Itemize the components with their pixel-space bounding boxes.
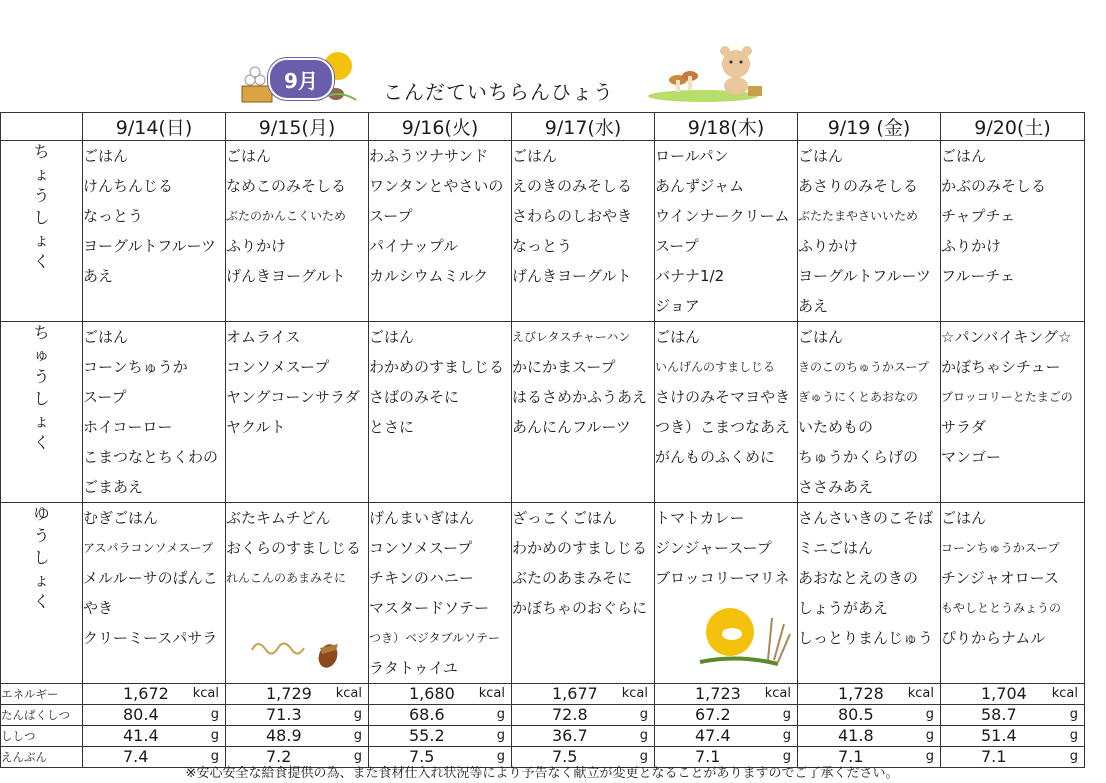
menu-item: スープ xyxy=(655,237,699,255)
nutrition-unit: g xyxy=(496,749,505,764)
menu-item: マンゴー xyxy=(941,448,1002,466)
menu-item: ワンタンとやさいの xyxy=(369,177,504,195)
nutrition-row xyxy=(1,684,1085,705)
meal-cell xyxy=(369,322,512,503)
meal-cell xyxy=(83,322,226,503)
menu-item: ごはん xyxy=(798,147,844,165)
menu-item: げんまいぎはん xyxy=(369,509,475,527)
menu-item: ぴりからナムル xyxy=(941,629,1046,647)
nutrition-value-cell xyxy=(226,684,369,705)
menu-item: えびレタスチャーハン xyxy=(512,330,631,344)
nutrition-value-cell xyxy=(941,705,1085,726)
menu-item: ヨーグルトフルーツ xyxy=(798,267,931,285)
menu-item: ぶたのあまみそに xyxy=(512,569,633,587)
nutrition-value-cell xyxy=(83,726,226,747)
menu-item: ざっこくごはん xyxy=(512,509,618,527)
nutrition-unit: g xyxy=(496,728,505,743)
menu-item: あおなとえのきの xyxy=(798,569,919,587)
menu-item: あんずジャム xyxy=(655,177,745,195)
menu-item: チンジャオロース xyxy=(941,569,1059,587)
glasses-icon xyxy=(248,632,308,662)
meal-cell xyxy=(655,141,798,322)
meal-label xyxy=(1,141,83,322)
menu-item: ごまあえ xyxy=(83,478,144,496)
nutrition-value: 1,680 xyxy=(409,684,455,703)
menu-item: メルルーサのぱんこ xyxy=(83,569,218,587)
menu-item: スープ xyxy=(83,388,127,406)
menu-item: カルシウムミルク xyxy=(369,267,489,285)
menu-item: ぎゅうにくとあおなの xyxy=(798,390,919,404)
day-header: 9/18(木) xyxy=(655,113,798,141)
menu-item: しょうがあえ xyxy=(798,599,889,617)
nutrition-value-cell xyxy=(369,684,512,705)
menu-item: えのきのみそしる xyxy=(512,177,633,195)
nutrition-value: 68.6 xyxy=(409,705,445,724)
nutrition-unit: g xyxy=(210,728,219,743)
menu-item: ごはん xyxy=(941,509,987,527)
nutrition-unit: g xyxy=(639,749,648,764)
nutrition-value-cell xyxy=(655,705,798,726)
nutrition-unit: kcal xyxy=(335,686,362,701)
menu-item: パイナップル xyxy=(369,237,459,255)
menu-item: がんものふくめに xyxy=(655,448,776,466)
meal-cell xyxy=(798,503,941,684)
day-header: 9/20(土) xyxy=(941,113,1085,141)
nutrition-value-cell xyxy=(655,684,798,705)
menu-item: ヤングコーンサラダ xyxy=(226,388,360,406)
nutrition-label: ししつ xyxy=(1,726,83,747)
menu-item: ごはん xyxy=(83,328,129,346)
menu-item: トマトカレー xyxy=(655,509,745,527)
nutrition-value-cell xyxy=(798,726,941,747)
menu-item: わかめのすましじる xyxy=(369,358,505,376)
menu-item: こまつなとちくわの xyxy=(83,448,219,466)
meal-cell xyxy=(83,141,226,322)
nutrition-value-cell xyxy=(226,705,369,726)
nutrition-value-cell xyxy=(512,726,655,747)
menu-item: ブロッコリーとたまごの xyxy=(941,390,1073,404)
nutrition-value: 7.5 xyxy=(552,747,578,766)
nutrition-value-cell xyxy=(512,705,655,726)
nutrition-value: 7.1 xyxy=(981,747,1007,766)
menu-item: サラダ xyxy=(941,418,986,436)
menu-item: いんげんのすましじる xyxy=(655,360,776,374)
nutrition-value-cell xyxy=(83,705,226,726)
menu-item: コーンちゅうか xyxy=(83,358,188,376)
nutrition-unit: g xyxy=(353,749,362,764)
nutrition-value: 1,723 xyxy=(695,684,741,703)
meal-label-char: う xyxy=(33,367,50,386)
menu-item: もやしととうみょうの xyxy=(941,601,1062,615)
menu-item: れんこんのあまみそに xyxy=(226,571,347,585)
menu-item: さんさいきのこそば xyxy=(798,509,934,527)
menu-item: なめこのみそしる xyxy=(226,177,347,195)
menu-item: むぎごはん xyxy=(83,509,159,527)
nutrition-unit: g xyxy=(639,728,648,743)
nutrition-value: 47.4 xyxy=(695,726,731,745)
menu-item: ヤクルト xyxy=(226,418,286,436)
menu-item: ヨーグルトフルーツ xyxy=(83,237,216,255)
menu-item: はるさめかふうあえ xyxy=(512,388,648,406)
menu-item: ホイコーロー xyxy=(83,418,173,436)
menu-item: きのこのちゅうかスープ xyxy=(798,360,929,374)
meal-cell xyxy=(798,322,941,503)
menu-item: コンソメスープ xyxy=(369,539,473,557)
nutrition-value: 1,728 xyxy=(838,684,884,703)
meal-cell xyxy=(83,503,226,684)
meal-cell xyxy=(512,141,655,322)
meal-cell xyxy=(512,503,655,684)
day-header-row xyxy=(1,113,1085,141)
nutrition-value: 41.8 xyxy=(838,726,874,745)
nutrition-unit: g xyxy=(925,749,934,764)
menu-item: ロールパン xyxy=(655,147,729,165)
menu-item: かぼちゃシチュー xyxy=(941,358,1061,376)
menu-item: ごはん xyxy=(83,147,129,165)
nutrition-unit: kcal xyxy=(1051,686,1078,701)
nutrition-value-cell xyxy=(798,684,941,705)
day-header: 9/17(水) xyxy=(512,113,655,141)
nutrition-unit: g xyxy=(496,707,505,722)
nutrition-value-cell xyxy=(226,726,369,747)
nutrition-value: 41.4 xyxy=(123,726,159,745)
menu-item: ふりかけ xyxy=(798,237,859,255)
meal-label-char: ょ xyxy=(33,230,50,249)
menu-item: なっとう xyxy=(83,207,144,225)
nutrition-value-cell xyxy=(941,684,1085,705)
meal-label-char: ち xyxy=(33,323,50,342)
nutrition-value: 67.2 xyxy=(695,705,731,724)
menu-table xyxy=(0,112,1085,768)
menu-item: ごはん xyxy=(798,328,844,346)
nutrition-unit: kcal xyxy=(621,686,648,701)
nutrition-value: 72.8 xyxy=(552,705,588,724)
footer-note: ※安心安全な給食提供の為、また食材仕入れ状況等により予告なく献立が変更となることがありますのでご了承ください。 xyxy=(185,766,899,781)
nutrition-value: 80.4 xyxy=(123,705,159,724)
month-badge: 9月 xyxy=(268,58,334,100)
meal-cell xyxy=(369,141,512,322)
menu-item: かにかまスープ xyxy=(512,358,616,376)
menu-item: ごはん xyxy=(512,147,558,165)
nutrition-value: 7.1 xyxy=(838,747,864,766)
menu-item: ごはん xyxy=(941,147,987,165)
menu-item: なっとう xyxy=(512,237,573,255)
nutrition-value: 1,677 xyxy=(552,684,598,703)
nutrition-unit: g xyxy=(210,749,219,764)
menu-item: さわらのしおやき xyxy=(512,207,633,225)
menu-item: スープ xyxy=(369,207,413,225)
menu-item: ふりかけ xyxy=(226,237,287,255)
day-header: 9/19 (金) xyxy=(798,113,941,141)
menu-item: とさに xyxy=(369,418,415,436)
meal-cell xyxy=(655,322,798,503)
meal-label-char: く xyxy=(33,592,50,611)
nutrition-value: 7.2 xyxy=(266,747,292,766)
meal-cell xyxy=(941,141,1085,322)
meal-label-char: ょ xyxy=(33,164,50,183)
menu-item: ふりかけ xyxy=(941,237,1002,255)
menu-item: ぶたのかんこくいため xyxy=(226,209,347,223)
menu-item: さけのみそマヨやき xyxy=(655,388,791,406)
nutrition-value: 7.5 xyxy=(409,747,435,766)
nutrition-value-cell xyxy=(798,705,941,726)
meal-row xyxy=(1,322,1085,503)
nutrition-label: たんぱくしつ xyxy=(1,705,83,726)
meal-cell xyxy=(512,322,655,503)
menu-item: けんちんじる xyxy=(83,177,174,195)
nutrition-value-cell xyxy=(512,684,655,705)
nutrition-unit: g xyxy=(1069,728,1078,743)
nutrition-value: 1,704 xyxy=(981,684,1027,703)
acorn-icon xyxy=(312,636,348,672)
menu-item: ミニごはん xyxy=(798,539,874,557)
meal-label-char: ち xyxy=(33,142,50,161)
menu-item: あえ xyxy=(798,297,829,315)
menu-item: ちゅうかくらげの xyxy=(798,448,919,466)
nutrition-value: 48.9 xyxy=(266,726,302,745)
nutrition-value: 7.4 xyxy=(123,747,149,766)
nutrition-value-cell xyxy=(83,684,226,705)
nutrition-value: 58.7 xyxy=(981,705,1017,724)
nutrition-unit: g xyxy=(639,707,648,722)
nutrition-unit: g xyxy=(1069,749,1078,764)
nutrition-unit: g xyxy=(353,707,362,722)
day-header: 9/14(日) xyxy=(83,113,226,141)
moon-rabbit-icon xyxy=(698,604,794,668)
menu-item: つき）ベジタブルソテー xyxy=(369,631,501,645)
meal-row xyxy=(1,141,1085,322)
meal-label-char: く xyxy=(33,252,50,271)
meal-cell xyxy=(941,322,1085,503)
nutrition-value-cell xyxy=(941,726,1085,747)
menu-item: チャプチェ xyxy=(941,207,1016,225)
menu-item: コーンちゅうかスープ xyxy=(941,541,1060,555)
menu-item: アスパラコンソメスープ xyxy=(83,541,214,555)
menu-item: ささみあえ xyxy=(798,478,874,496)
menu-item: かぶのみそしる xyxy=(941,177,1047,195)
nutrition-unit: g xyxy=(353,728,362,743)
menu-item: かぼちゃのおぐらに xyxy=(512,599,648,617)
menu-item: やき xyxy=(83,599,114,617)
menu-item: いためもの xyxy=(798,418,874,436)
nutrition-unit: kcal xyxy=(764,686,791,701)
menu-item: げんきヨーグルト xyxy=(512,267,632,285)
meal-cell xyxy=(369,503,512,684)
meal-cell xyxy=(941,503,1085,684)
nutrition-value: 36.7 xyxy=(552,726,588,745)
menu-item: ☆パンバイキング☆ xyxy=(941,328,1072,346)
menu-item: ジョア xyxy=(655,297,700,315)
nutrition-unit: g xyxy=(210,707,219,722)
menu-item: チキンのハニー xyxy=(369,569,474,587)
nutrition-label: えんぶん xyxy=(1,747,83,768)
menu-item: ジンジャースープ xyxy=(655,539,772,557)
nutrition-label: エネルギー xyxy=(1,684,83,705)
nutrition-value: 71.3 xyxy=(266,705,302,724)
meal-label-char: ょ xyxy=(33,570,50,589)
menu-item: ごはん xyxy=(369,328,415,346)
meal-label-char: し xyxy=(33,389,50,408)
nutrition-unit: kcal xyxy=(478,686,505,701)
nutrition-unit: kcal xyxy=(192,686,219,701)
menu-item: さばのみそに xyxy=(369,388,460,406)
nutrition-value-cell xyxy=(369,726,512,747)
meal-label-char: ょ xyxy=(33,411,50,430)
menu-item: つき）こまつなあえ xyxy=(655,418,791,436)
nutrition-value: 51.4 xyxy=(981,726,1017,745)
menu-item: あんにんフルーツ xyxy=(512,418,631,436)
nutrition-value-cell xyxy=(369,705,512,726)
meal-label-char: う xyxy=(33,186,50,205)
day-header: 9/16(火) xyxy=(369,113,512,141)
nutrition-value: 1,729 xyxy=(266,684,312,703)
menu-item: ウインナークリーム xyxy=(655,207,790,225)
nutrition-value: 55.2 xyxy=(409,726,445,745)
menu-item: バナナ1/2 xyxy=(655,267,725,285)
nutrition-value: 80.5 xyxy=(838,705,874,724)
meal-label-char: う xyxy=(33,526,50,545)
menu-item: ごはん xyxy=(655,328,701,346)
meal-row xyxy=(1,503,1085,684)
menu-item: わかめのすましじる xyxy=(512,539,648,557)
menu-item: わふうツナサンド xyxy=(369,147,489,165)
nutrition-row xyxy=(1,726,1085,747)
nutrition-unit: g xyxy=(782,728,791,743)
nutrition-unit: g xyxy=(782,749,791,764)
meal-cell xyxy=(226,322,369,503)
nutrition-value: 7.1 xyxy=(695,747,721,766)
corner-cell xyxy=(1,113,83,141)
meal-label-char: し xyxy=(33,548,50,567)
nutrition-unit: kcal xyxy=(907,686,934,701)
menu-item: げんきヨーグルト xyxy=(226,267,346,285)
menu-item: マスタードソテー xyxy=(369,599,490,617)
menu-item: ブロッコリーマリネ xyxy=(655,569,790,587)
nutrition-unit: g xyxy=(925,728,934,743)
menu-item: コンソメスープ xyxy=(226,358,330,376)
bear-mushroom-icon xyxy=(648,42,766,104)
page-title: こんだていちらんひょう xyxy=(383,80,614,104)
menu-item: ラタトゥイユ xyxy=(369,659,458,677)
nutrition-unit: g xyxy=(925,707,934,722)
header xyxy=(0,0,1106,112)
menu-item: あさりのみそしる xyxy=(798,177,919,195)
meal-label xyxy=(1,503,83,684)
nutrition-unit: g xyxy=(782,707,791,722)
menu-item: オムライス xyxy=(226,328,301,346)
menu-item: ぶたキムチどん xyxy=(226,509,331,527)
meal-label-char: く xyxy=(33,433,50,452)
meal-label-char: し xyxy=(33,208,50,227)
meal-cell xyxy=(226,141,369,322)
meal-label xyxy=(1,322,83,503)
nutrition-row xyxy=(1,705,1085,726)
menu-item: フルーチェ xyxy=(941,267,1015,285)
meal-label-char: ゅ xyxy=(33,345,50,364)
meal-label-char: ゆ xyxy=(33,504,50,523)
meal-cell xyxy=(798,141,941,322)
day-header: 9/15(月) xyxy=(226,113,369,141)
menu-item: おくらのすましじる xyxy=(226,539,362,557)
menu-item: ごはん xyxy=(226,147,272,165)
nutrition-unit: g xyxy=(1069,707,1078,722)
menu-item: ぶたたまやさいいため xyxy=(798,209,919,223)
nutrition-value-cell xyxy=(655,726,798,747)
menu-item: しっとりまんじゅう xyxy=(798,629,934,647)
nutrition-value: 1,672 xyxy=(123,684,169,703)
menu-item: クリーミースパサラ xyxy=(83,629,218,647)
menu-item: あえ xyxy=(83,267,114,285)
